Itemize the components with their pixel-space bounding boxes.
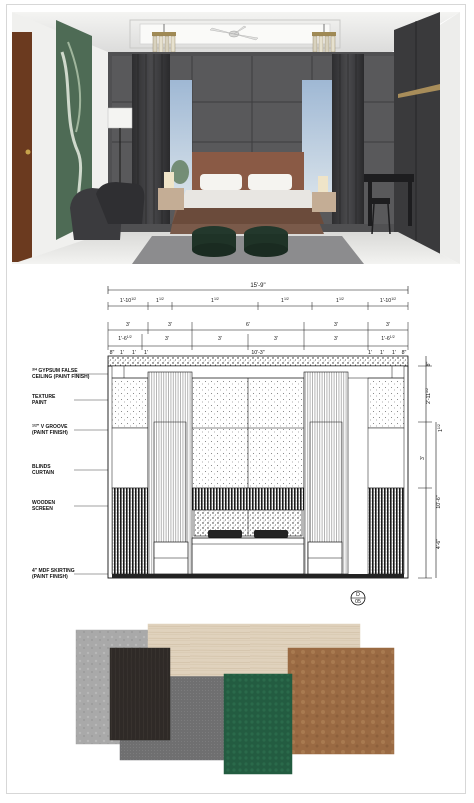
dim-row-c-3: 3'	[274, 336, 278, 342]
right-dim-0: 8"	[426, 361, 432, 367]
dim-row-a-3: $1^{1/2}$	[281, 297, 289, 304]
dim-row-c-1: 3'	[165, 336, 169, 342]
door	[12, 32, 32, 262]
wardrobe	[394, 12, 440, 256]
note-5-line1: 4" MDF SKIRTING	[32, 568, 75, 574]
swatch-brown-leather	[288, 648, 394, 754]
wooden-screen-left	[112, 488, 148, 574]
right-dim-2: $1^{1/2}$	[437, 424, 444, 432]
dim-row-b-2: 6'	[246, 322, 250, 328]
right-dim-3: 3'	[420, 456, 426, 460]
pillow-right-elevation	[254, 530, 288, 538]
dim-row-b-1: 3'	[168, 322, 172, 328]
dim-row-c-0: $1'-6^{1/2}$	[118, 335, 132, 342]
dim-row-c-4: 3'	[334, 336, 338, 342]
floor-lamp	[108, 108, 132, 128]
right-dimensions	[420, 361, 444, 549]
dim-row-b-3: 3'	[334, 322, 338, 328]
dim-row-d-8: 8"	[401, 350, 407, 356]
stool	[372, 198, 390, 204]
dim-row-a-4: $1^{1/2}$	[336, 297, 344, 304]
dim-row-d-7: 1'	[392, 350, 396, 356]
note-0-line2: CEILING (PAINT FINISH)	[32, 374, 90, 380]
annotation-labels	[32, 367, 112, 580]
false-ceiling-section	[108, 356, 408, 366]
dim-row-d-3: 1'	[144, 350, 148, 356]
dim-row-a-5: $1'-10^{1/2}$	[379, 297, 397, 304]
bedroom-render-image	[12, 12, 460, 264]
note-0-line1: $^{3/4}$ GYPSUM FALSE	[32, 367, 78, 374]
right-dim-1: $2'-11^{1/2}$	[425, 388, 432, 404]
dim-row-d-2: 1'	[132, 350, 136, 356]
material-board	[70, 618, 406, 780]
dim-row-c-2: 3'	[218, 336, 222, 342]
dim-row-d-1: 1'	[120, 350, 124, 356]
note-2-line1: $^{1/2}$" V GROOVE	[32, 423, 68, 430]
note-3-line2: CURTAIN	[32, 470, 55, 476]
skirting	[112, 574, 404, 578]
bed-elevation	[192, 538, 304, 574]
note-3-line1: BLINDS	[32, 464, 51, 470]
section-marker	[351, 591, 365, 605]
side-table-right	[312, 192, 336, 212]
material-board-svg	[70, 618, 406, 780]
dim-row-a-0: $1'-10^{1/2}$	[119, 297, 137, 304]
note-1-line1: TEXTURE	[32, 394, 56, 400]
right-dim-5: 4'-6"	[436, 538, 442, 550]
swatch-green-velvet	[224, 674, 292, 774]
pillow-right	[248, 174, 292, 190]
wall-elevation-drawing	[12, 272, 460, 612]
texture-panel-right	[368, 378, 404, 428]
note-2-line2: (PAINT FINISH)	[32, 430, 68, 436]
note-5-line2: (PAINT FINISH)	[32, 574, 68, 580]
dressing-table	[364, 174, 414, 182]
wooden-screen-right	[368, 488, 404, 574]
overall-width-dim: 15'-9"	[250, 283, 266, 289]
dimension-chains	[108, 283, 408, 356]
bedroom-render	[12, 12, 460, 264]
texture-panel-left	[112, 378, 148, 428]
dim-row-b-4: 3'	[386, 322, 390, 328]
dim-row-b-0: 3'	[126, 322, 130, 328]
note-4-line2: SCREEN	[32, 506, 53, 512]
dim-row-c-5: $1'-6^{1/2}$	[381, 335, 395, 342]
side-table-left	[158, 188, 184, 210]
note-1-line2: PAINT	[32, 400, 47, 406]
dim-row-d-5: 1'	[368, 350, 372, 356]
note-4-line1: WOODEN	[32, 500, 56, 506]
section-marker-bottom: 05	[355, 599, 361, 605]
section-marker-top: D	[356, 592, 360, 598]
dim-row-d-6: 1'	[380, 350, 384, 356]
pillow-left-elevation	[208, 530, 242, 538]
pillow-left	[200, 174, 242, 190]
elevation-svg	[12, 272, 460, 612]
dim-row-d-0: 8"	[109, 350, 115, 356]
right-dim-4: 10'-6"	[436, 495, 442, 509]
dim-row-a-1: $1^{1/2}$	[156, 297, 164, 304]
dim-row-d-4: 10'-3"	[251, 350, 265, 356]
swatch-dark-wood	[110, 648, 170, 740]
dim-row-a-2: $1^{1/2}$	[211, 297, 219, 304]
